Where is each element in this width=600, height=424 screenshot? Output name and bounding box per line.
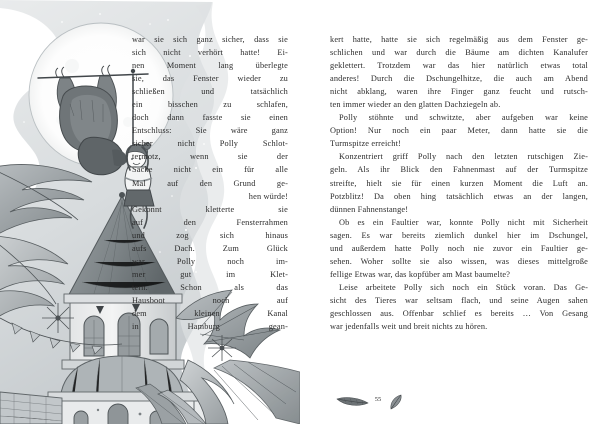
- text-line: Sache nicht ein für alle: [132, 165, 288, 175]
- text-line: Ob es ein Faultier war, konnte Polly nicht mit Sicherheit: [339, 217, 588, 227]
- text-line: geschlossen aus. Offenbar schlief es bereits … Von Gesang: [330, 308, 588, 318]
- text-line: und außerdem hatte Polly noch nie zuvor ein Faultier ge-: [330, 243, 588, 253]
- text-line: sehen. Woher sollte sie also wissen, was dieses mittelgroße: [330, 256, 588, 266]
- text-line: fellige Etwas war, das kopfüber am Mast baumelte?: [330, 269, 511, 279]
- text-line: hen würde!: [248, 191, 288, 201]
- text-line: Option! Nur noch ein paar Meter, dann hatte sie die: [330, 126, 588, 136]
- text-line: tern. Schon als das: [132, 282, 288, 292]
- text-line: war jedenfalls weit und breit nichts zu hören.: [330, 322, 488, 332]
- text-line: sagen. Es war bereits ziemlich dunkel hier im Dschungel,: [330, 230, 588, 240]
- text-line: anderes! Durch die Dschungelhitze, die auch am Abend: [330, 74, 588, 84]
- right-text-column: [330, 33, 588, 333]
- text-line: Konzentriert griff Polly nach den letzten rutschigen Zie-: [339, 152, 588, 162]
- text-line: war Polly noch im-: [132, 256, 288, 266]
- text-line: geklettert. Trotzdem war das hier natürlich etwas total: [330, 61, 588, 71]
- text-line: streifte, hielt sie für einen kurzen Moment die Luft an.: [330, 178, 588, 188]
- text-line: in Hamburg gean-: [132, 322, 288, 332]
- text-line: nen Moment lang überlegte: [132, 61, 288, 71]
- text-line: sich nicht verhört hatte! Ei-: [132, 48, 288, 58]
- text-line: dünnen Fahnenstange!: [330, 204, 409, 214]
- left-text-column: [132, 33, 288, 333]
- text-line: ein bisschen zu schlafen,: [132, 100, 288, 110]
- text-line: Mal auf den Grund ge-: [132, 178, 288, 188]
- text-line: ten immer wieder an den glatten Dachziegeln ab.: [330, 100, 501, 110]
- text-line: dem kleinen Kanal: [132, 308, 288, 318]
- right-paragraph-1: [330, 33, 588, 111]
- text-line: Entschluss: Sie wäre ganz: [132, 126, 288, 136]
- text-line: sicher nicht Polly Schlot-: [132, 139, 288, 149]
- leaf-ornament-right: [386, 394, 404, 410]
- text-line: sie, das Fenster wieder zu: [132, 74, 288, 84]
- right-paragraph-2: [330, 111, 588, 150]
- text-line: Leise arbeitete Polly sich noch ein Stück voran. Das Ge-: [339, 282, 588, 292]
- text-line: Hausboot noch auf: [132, 295, 288, 305]
- text-line: termotz, wenn sie der: [132, 152, 288, 162]
- page-folio: [0, 390, 600, 414]
- text-line: Gekonnt kletterte sie: [132, 204, 288, 214]
- left-paragraph-1: [132, 33, 288, 203]
- left-paragraph-2: [132, 203, 288, 333]
- text-line: und zog sich hinaus: [132, 230, 288, 240]
- leaf-ornament-left: [336, 395, 370, 409]
- text-line: geln. Als ihr Blick den Fahnenmast auf der Turmspitze: [330, 165, 588, 175]
- page-number: 55: [374, 395, 382, 403]
- text-line: schlichen und war durch die Bäume am dichten Kanalufer: [330, 48, 588, 58]
- text-line: Polly stöhnte und schwitzte, aber aufgeben war keine: [339, 113, 588, 123]
- text-line: war sie sich ganz sicher, dass sie: [132, 35, 288, 44]
- text-line: Turmspitze erreicht!: [330, 139, 401, 149]
- text-line: aufs Dach. Zum Glück: [132, 243, 288, 253]
- right-paragraph-5: [330, 281, 588, 333]
- text-line: schließen und tatsächlich: [132, 87, 288, 97]
- text-line: sicht des Tieres war seltsam flach, und seine Augen sahen: [330, 295, 588, 305]
- text-line: kert hatte, hatte sie sich regelmäßig aus dem Fenster ge-: [330, 35, 588, 44]
- text-line: Potzblitz! Da oben hing tatsächlich etwas an der langen,: [330, 191, 588, 201]
- text-line: doch dann fasste sie einen: [132, 113, 288, 123]
- right-paragraph-3: [330, 150, 588, 215]
- text-line: mer gut im Klet-: [132, 269, 288, 279]
- right-paragraph-4: [330, 216, 588, 281]
- text-line: auf den Fensterrahmen: [132, 217, 288, 227]
- text-line: nicht abklang, waren ihre Finger ganz feucht und rutsch-: [330, 87, 588, 97]
